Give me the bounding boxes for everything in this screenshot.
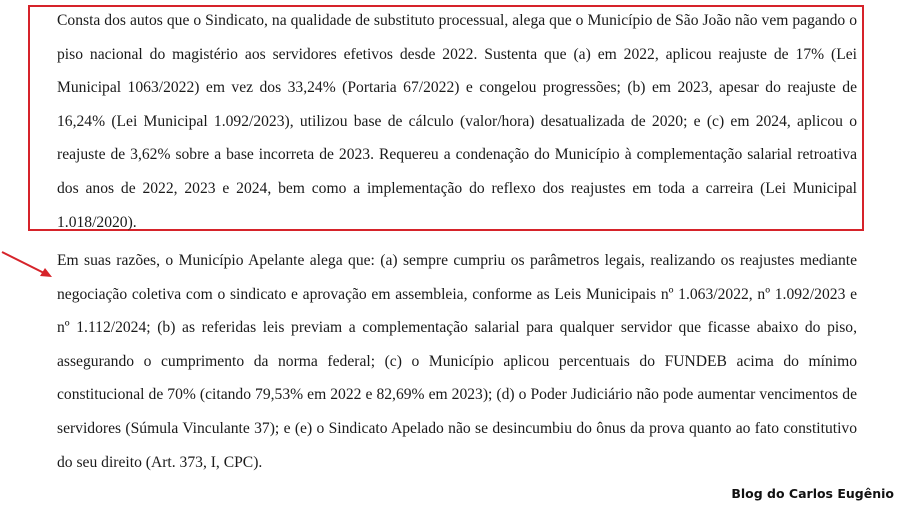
red-arrow-icon bbox=[0, 248, 56, 282]
blog-watermark: Blog do Carlos Eugênio bbox=[731, 486, 894, 501]
paragraph-appellant-reasons: Em suas razões, o Município Apelante alega que: (a) sempre cumpriu os parâmetros legais, realizando os reajustes mediante negociação coletiva com o sindicato e aprovação em assembleia, conforme as Leis Municipais nº 1.063/2022, nº 1.092/2023 e nº 1.112/2024; (b) as referidas leis previam a complementação salarial para qualquer servidor que ficasse abaixo do piso, assegurando o cumprimento da norma federal; (c) o Município aplicou percentuais do FUNDEB acima do mínimo constitucional de 70% (citando 79,53% em 2022 e 82,69% em 2023); (d) o Poder Judiciário não pode aumentar vencimentos de servidores (Súmula Vinculante 37); e (e) o Sindicato Apelado não se desincumbiu do ônus da prova quanto ao fato constitutivo do seu direito (Art. 373, I, CPC). bbox=[57, 252, 857, 471]
paragraph-highlighted: Consta dos autos que o Sindicato, na qualidade de substituto processual, alega que o Município de São João não vem pagando o piso nacional do magistério aos servidores efetivos desde 2022. Sustenta que (a) em 2022, aplicou reajuste de 17% (Lei Municipal 1063/2022) em vez dos 33,24% (Portaria 67/2022) e congelou progressões; (b) em 2023, apesar do reajuste de 16,24% (Lei Municipal 1.092/2023), utilizou base de cálculo (valor/hora) desatualizada de 2020; e (c) em 2024, aplicou o reajuste de 3,62% sobre a base incorreta de 2023. Requereu a condenação do Município à complementação salarial retroativa dos anos de 2022, 2023 e 2024, bem como a implementação do reflexo dos reajustes em toda a carreira (Lei Municipal 1.018/2020). bbox=[57, 12, 857, 231]
